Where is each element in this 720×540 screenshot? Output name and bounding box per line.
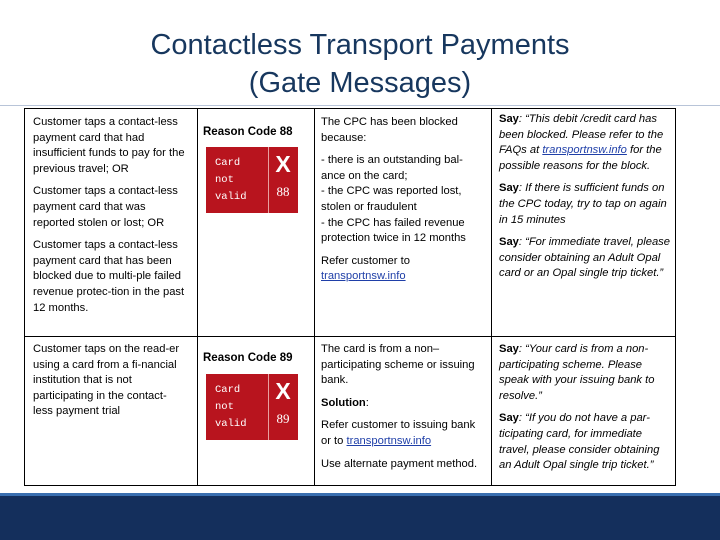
transportnsw-link[interactable]: transportnsw.info [321,270,406,283]
scenario-text: Customer taps a contact-less payment card that has been blocked due to multi-ple failed revenue protec-tion in the past 12 months. [33,239,185,314]
say-text: Say: “If you do not have a par-ticipating card, for immediate travel, please consider obtaining an Adult Opal single trip ticket.” [499,412,660,472]
reason-code-label: Reason Code [203,352,277,364]
gate-x-icon: X [275,151,291,177]
reason-code-value: 88 [279,126,293,138]
explanation-intro: The CPC has been blocked because: [321,116,458,144]
row1-explanation-cell [321,115,485,285]
title-separator [0,105,720,106]
row2-say-cell [499,342,671,474]
gate-messages-table [24,108,676,486]
alternate-payment-text: Use alternate payment method. [321,457,478,470]
solution-heading: Solution: [321,396,369,409]
row-divider [25,336,675,337]
row2-explanation-cell [321,342,485,472]
scenario-text: Customer taps a contact-less payment card that had insufficient funds to pay for the previous travel; OR [33,116,185,175]
gate-message-text: Card not valid [215,384,247,430]
row1-say-cell [499,112,671,282]
gate-code-text: 89 [276,411,290,426]
say-text: Say: “This debit /credit card has been blocked. Please refer to the FAQs at transportnsw.info for the possible reasons for the block. [499,113,664,172]
scenario-text: Customer taps a contact-less payment card that was reported stolen or lost; OR [33,185,178,229]
say-text: Say: “Your card is from a non-participating scheme. Please speak with your issuing bank to resolve.” [499,343,655,402]
gate-code-text: 88 [276,184,290,199]
explanation-bullet: - the CPC was reported lost, stolen or fraudulent [321,185,462,213]
column-divider [197,109,198,485]
explanation-bullet: - there is an outstanding bal-ance on the card; [321,154,463,182]
explanation-bullet: - the CPC has failed revenue protection twice in 12 months [321,216,466,245]
say-text: Say: If there is sufficient funds on the CPC today, try to tap on again in 15 minutes [499,182,667,226]
row2-gate-display [206,374,298,440]
transportnsw-link[interactable]: transportnsw.info [346,434,432,447]
explanation-intro: The card is from a non–participating scheme or issuing bank. [321,343,475,387]
row1-gate-display [206,147,298,213]
refer-text: Refer customer to transportnsw.info [321,254,410,283]
transportnsw-link[interactable]: transportnsw.info [542,144,627,157]
slide-title [0,26,720,102]
title-line-2: (Gate Messages) [248,67,472,99]
row1-reason-code-heading [203,126,293,138]
row2-reason-code-heading [203,352,293,364]
row1-scenario-cell [33,115,185,316]
gate-message-text: Card not valid [215,157,247,203]
title-line-1: Contactless Transport Payments [150,29,570,61]
reason-code-value: 89 [279,352,293,364]
column-divider [314,109,315,485]
reason-code-label: Reason Code [203,126,277,138]
refer-text: Refer customer to issuing bank or to transportnsw.info [321,419,476,447]
gate-x-icon: X [275,378,291,404]
say-text: Say: “For immediate travel, please consider obtaining an Adult Opal card or an Opal single trip ticket.” [499,236,670,280]
row2-scenario-cell [33,342,185,420]
footer-band [0,493,720,540]
footer-stripe [0,493,720,496]
scenario-text: Customer taps on the read-er using a card from a fi-nancial institution that is not participating in the contact-less payment trial [33,343,180,418]
column-divider [491,109,492,485]
